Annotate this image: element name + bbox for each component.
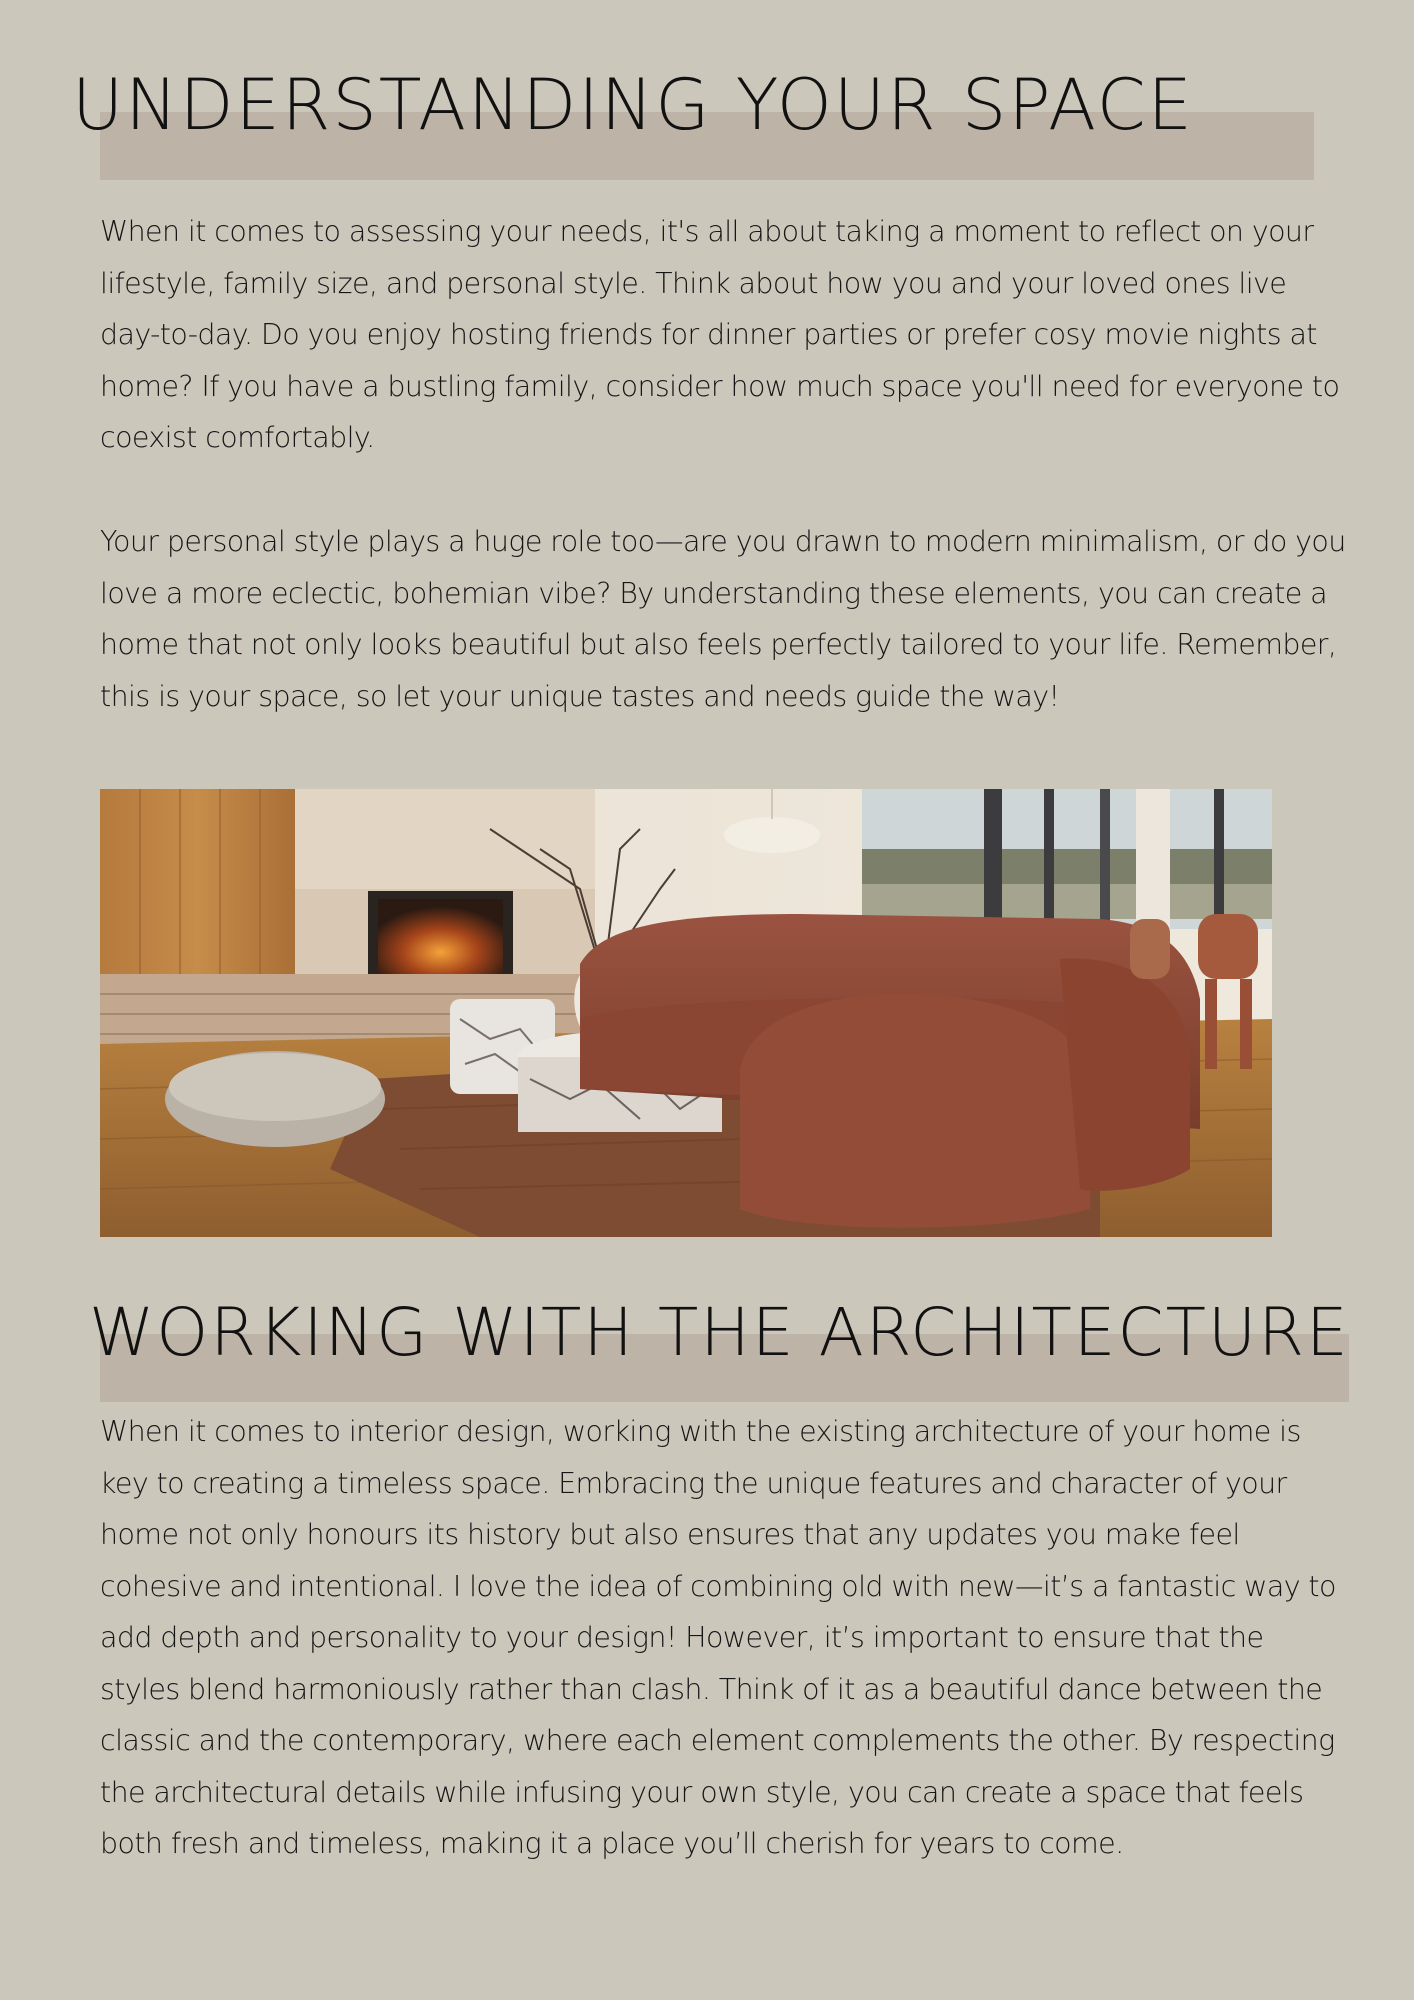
paragraph-personal-style: Your personal style plays a huge role too—are you drawn to modern minimalism, or do you love a more eclectic, bohemian vibe? By understanding these elements, you can create a home that not only looks beautiful but also feels perfectly tailored to your life. Remember, this is your space, so let your unique tastes and needs guide the way! [100, 525, 1346, 713]
heading-working-with-architecture: WORKING WITH THE ARCHITECTURE [89, 1294, 1350, 1371]
paragraph-assessing-needs: When it comes to assessing your needs, it's all about taking a moment to reflect on your lifestyle, family size, and personal style. Think about how you and your loved ones live day-to-day. Do you enjoy hosting friends for dinner parties or prefer cosy movie nights at home? If you have a bustling family, consider how much space you'll need for everyone to coexist comfortably. [100, 215, 1340, 454]
living-room-illustration [100, 789, 1272, 1237]
living-room-photo [100, 789, 1272, 1237]
paragraph-architecture: When it comes to interior design, working with the existing architecture of your home is key to creating a timeless space. Embracing the unique features and character of your home not only honours its history but also ensures that any updates you make feel cohesive and intentional. I love the idea of combining old with new—it’s a fantastic way to add depth and personality to your design! However, it’s important to ensure that the styles blend harmoniously rather than clash. Think of it as a beautiful dance between the classic and the contemporary, where each element complements the other. By respecting the architectural details while infusing your own style, you can create a space that feels both fresh and timeless, making it a place you’ll cherish for years to come. [100, 1415, 1336, 1860]
heading-understanding-your-space: UNDERSTANDING YOUR SPACE [72, 64, 1194, 146]
